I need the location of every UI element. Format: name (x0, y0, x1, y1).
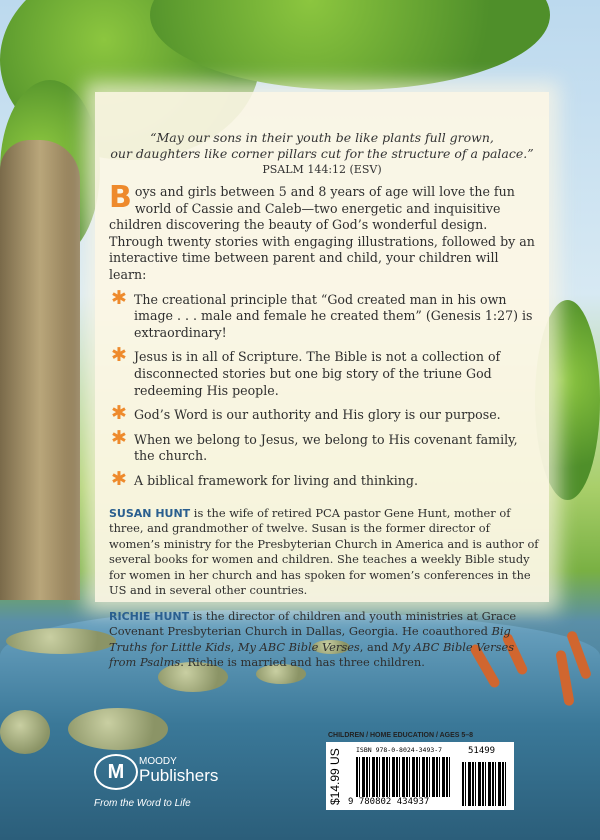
list-item (109, 426, 539, 465)
book-title: My ABC Bible Verses from Psalms (109, 639, 515, 669)
asterisk-icon: ✱ (111, 426, 127, 449)
stepping-stone (0, 710, 50, 754)
bio-text: is the director of children and youth ministries at Grace Covenant Presbyterian Church in Dallas, Georgia. He coauthored (109, 608, 517, 638)
intro-paragraph (109, 180, 539, 284)
author-name: SUSAN HUNT (109, 506, 191, 520)
book-title: My ABC Bible Verses (237, 639, 360, 654)
epigraph (95, 130, 549, 178)
category-label: CHILDREN / HOME EDUCATION / AGES 5–8 (328, 732, 474, 739)
author-name: RICHIE HUNT (109, 609, 190, 623)
learning-list (109, 286, 539, 490)
bio-text: is the wife of retired PCA pastor Gene Hunt, mother of three, and grandmother of twelve. Susan is the former director of women’s ministry for the Presbyterian Church in America and is author of several books for women and children. She teaches a weekly Bible study for women in her church and has spoken for women’s conferences in the US and in several other countries. (109, 505, 539, 597)
bio-text: . Richie is married and has three children. (180, 655, 425, 669)
ean-number: 9 780802 434937 (348, 797, 430, 807)
publisher-name-top: MOODY (139, 756, 177, 767)
author-bio-richie (109, 609, 539, 671)
list-item (109, 402, 539, 425)
intro-text: oys and girls between 5 and 8 years of age will love the fun world of Cassie and Caleb—two energetic and inquisitive children discovering the beauty of God’s wonderful design. Through twenty stories with engaging illustrations, followed by an interactive time between parent and child, your children will learn: (109, 184, 535, 282)
publisher-tagline: From the Word to Life (94, 798, 191, 809)
bio-text: , and (359, 639, 393, 654)
asterisk-icon: ✱ (111, 286, 127, 309)
asterisk-icon: ✱ (111, 402, 127, 425)
ean-barcode (356, 757, 452, 797)
asterisk-icon: ✱ (111, 467, 127, 490)
price: $14.99 US (328, 748, 342, 806)
description-panel (95, 92, 549, 669)
stepping-stone (6, 628, 116, 654)
list-item (109, 467, 539, 490)
quote-line: our daughters like corner pillars cut for the structure of a palace.” (110, 146, 534, 161)
barcode-box (326, 742, 514, 810)
moody-m-icon: M (94, 754, 138, 790)
addon-barcode (462, 762, 508, 806)
list-item-text: Jesus is in all of Scripture. The Bible is not a collection of disconnected stories but one big story of the triune God redeeming His people. (134, 349, 501, 398)
author-bio-susan (109, 506, 539, 599)
quote-line: “May our sons in their youth be like plants full grown, (150, 130, 494, 145)
drop-cap: B (109, 180, 132, 215)
asterisk-icon: ✱ (111, 344, 127, 367)
stepping-stone (68, 708, 168, 750)
list-item-text: When we belong to Jesus, we belong to His covenant family, the church. (134, 431, 518, 464)
description-body (109, 180, 539, 671)
tree-trunk (0, 140, 80, 600)
addon-number: 51499 (468, 746, 496, 756)
list-item (109, 344, 539, 399)
publisher-name-bottom: Publishers (139, 766, 219, 785)
bio-text: , (230, 639, 238, 654)
list-item-text: God’s Word is our authority and His glory is our purpose. (134, 407, 501, 423)
book-title: Big Truths for Little Kids (109, 624, 511, 654)
quote-reference: PSALM 144:12 (ESV) (262, 163, 382, 176)
isbn: ISBN 978-0-8024-3493-7 (356, 746, 443, 754)
list-item-text: The creational principle that “God created man in his own image . . . male and female he created them” (Genesis 1:27) is extraordinary! (134, 291, 533, 340)
list-item (109, 286, 539, 342)
list-item-text: A biblical framework for living and thinking. (134, 472, 418, 488)
